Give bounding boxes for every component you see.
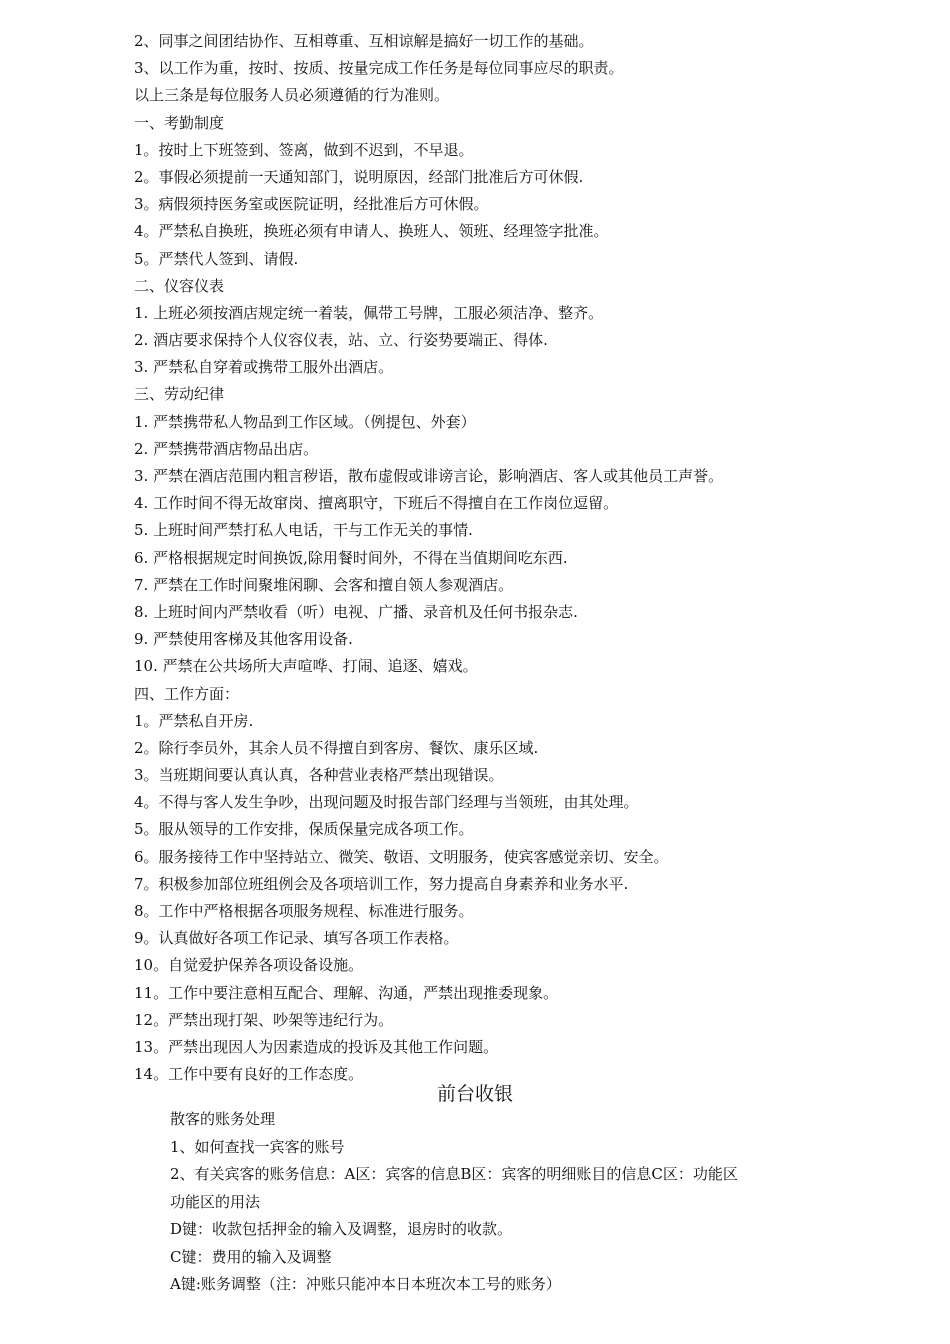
text-line: 三、劳动纪律: [134, 385, 225, 404]
text-line: 1、如何查找一宾客的账号: [170, 1137, 345, 1156]
text-line: 5。严禁代人签到、请假.: [134, 249, 299, 268]
text-line: 8. 上班时间内严禁收看（听）电视、广播、录音机及任何书报杂志.: [134, 602, 578, 621]
text-line: A键:账务调整（注：冲账只能冲本日本班次本工号的账务）: [170, 1275, 561, 1293]
text-line: 9。认真做好各项工作记录、填写各项工作表格。: [134, 929, 459, 948]
text-line: 9. 严禁使用客梯及其他客用设备.: [134, 630, 353, 649]
text-line: 2、有关宾客的账务信息：A区：宾客的信息B区：宾客的明细账目的信息C区：功能区: [170, 1165, 738, 1183]
section-title: 前台收银: [436, 1083, 513, 1105]
text-line: 13。严禁出现因人为因素造成的投诉及其他工作问题。: [134, 1037, 499, 1056]
text-line: 10。自觉爱护保养各项设备设施。: [134, 956, 364, 975]
text-line: 4. 工作时间不得无故窜岗、擅离职守，下班后不得擅自在工作岗位逗留。: [134, 494, 619, 513]
text-line: 3。病假须持医务室或医院证明，经批准后方可休假。: [134, 195, 489, 214]
text-line: 1。严禁私自开房.: [134, 711, 254, 730]
text-line: 5. 上班时间严禁打私人电话，干与工作无关的事情.: [134, 521, 473, 540]
text-line: 四、工作方面：: [134, 684, 240, 703]
text-line: 11。工作中要注意相互配合、理解、沟通，严禁出现推委现象。: [134, 983, 559, 1002]
text-line: 3。当班期间要认真认真，各种营业表格严禁出现错误。: [134, 766, 504, 785]
text-line: 3. 严禁私自穿着或携带工服外出酒店。: [134, 358, 394, 377]
text-line: 1。按时上下班签到、签离，做到不迟到，不早退。: [134, 140, 474, 159]
text-line: 4。严禁私自换班，换班必须有申请人、换班人、领班、经理签字批准。: [134, 222, 609, 241]
text-line: 散客的账务处理: [170, 1110, 276, 1128]
text-line: 2. 严禁携带酒店物品出店。: [134, 439, 319, 458]
text-line: 二、仪容仪表: [134, 276, 225, 295]
text-line: 1. 严禁携带私人物品到工作区域。（例提包、外套）: [134, 412, 476, 431]
text-line: 12。严禁出现打架、吵架等违纪行为。: [134, 1010, 394, 1029]
text-line: 功能区的用法: [170, 1192, 261, 1211]
text-line: D键：收款包括押金的输入及调整，退房时的收款。: [170, 1220, 513, 1238]
text-line: C键：费用的输入及调整: [170, 1247, 332, 1266]
text-line: 2。事假必须提前一天通知部门，说明原因，经部门批准后方可休假.: [134, 167, 584, 186]
text-line: 14。工作中要有良好的工作态度。: [134, 1065, 364, 1084]
text-line: 3. 严禁在酒店范围内粗言秽语，散布虚假或诽谤言论，影响酒店、客人或其他员工声誉。: [134, 467, 724, 485]
text-line: 4。不得与客人发生争吵，出现问题及时报告部门经理与当领班，由其处理。: [134, 793, 639, 812]
text-line: 7. 严禁在工作时间聚堆闲聊、会客和擅自领人参观酒店。: [134, 575, 514, 594]
rules-text-block: [134, 28, 924, 1088]
text-line: 一、考勤制度: [134, 113, 225, 132]
text-line: 5。服从领导的工作安排，保质保量完成各项工作。: [134, 820, 474, 839]
text-line: 7。积极参加部位班组例会及各项培训工作，努力提高自身素养和业务水平.: [134, 874, 629, 893]
text-line: 2、同事之间团结协作、互相尊重、互相谅解是搞好一切工作的基础。: [134, 32, 594, 50]
text-line: 6. 严格根据规定时间换饭,除用餐时间外，不得在当值期间吃东西.: [134, 548, 568, 567]
text-line: 6。服务接待工作中坚持站立、微笑、敬语、文明服务，使宾客感觉亲切、安全。: [134, 847, 669, 866]
front-desk-cashier-text-block: [170, 1106, 930, 1299]
text-line: 2. 酒店要求保持个人仪容仪表，站、立、行姿势要端正、得体.: [134, 331, 548, 350]
text-line: 1. 上班必须按酒店规定统一着装，佩带工号牌，工服必须洁净、整齐。: [134, 303, 604, 322]
text-line: 以上三条是每位服务人员必须遵循的行为准则。: [134, 86, 450, 105]
text-line: 8。工作中严格根据各项服务规程、标准进行服务。: [134, 902, 474, 920]
text-line: 10. 严禁在公共场所大声喧哗、打闹、追逐、嬉戏。: [134, 657, 478, 676]
text-line: 2。除行李员外，其余人员不得擅自到客房、餐饮、康乐区域.: [134, 738, 539, 757]
text-line: 3、以工作为重，按时、按质、按量完成工作任务是每位同事应尽的职责。: [134, 59, 624, 78]
